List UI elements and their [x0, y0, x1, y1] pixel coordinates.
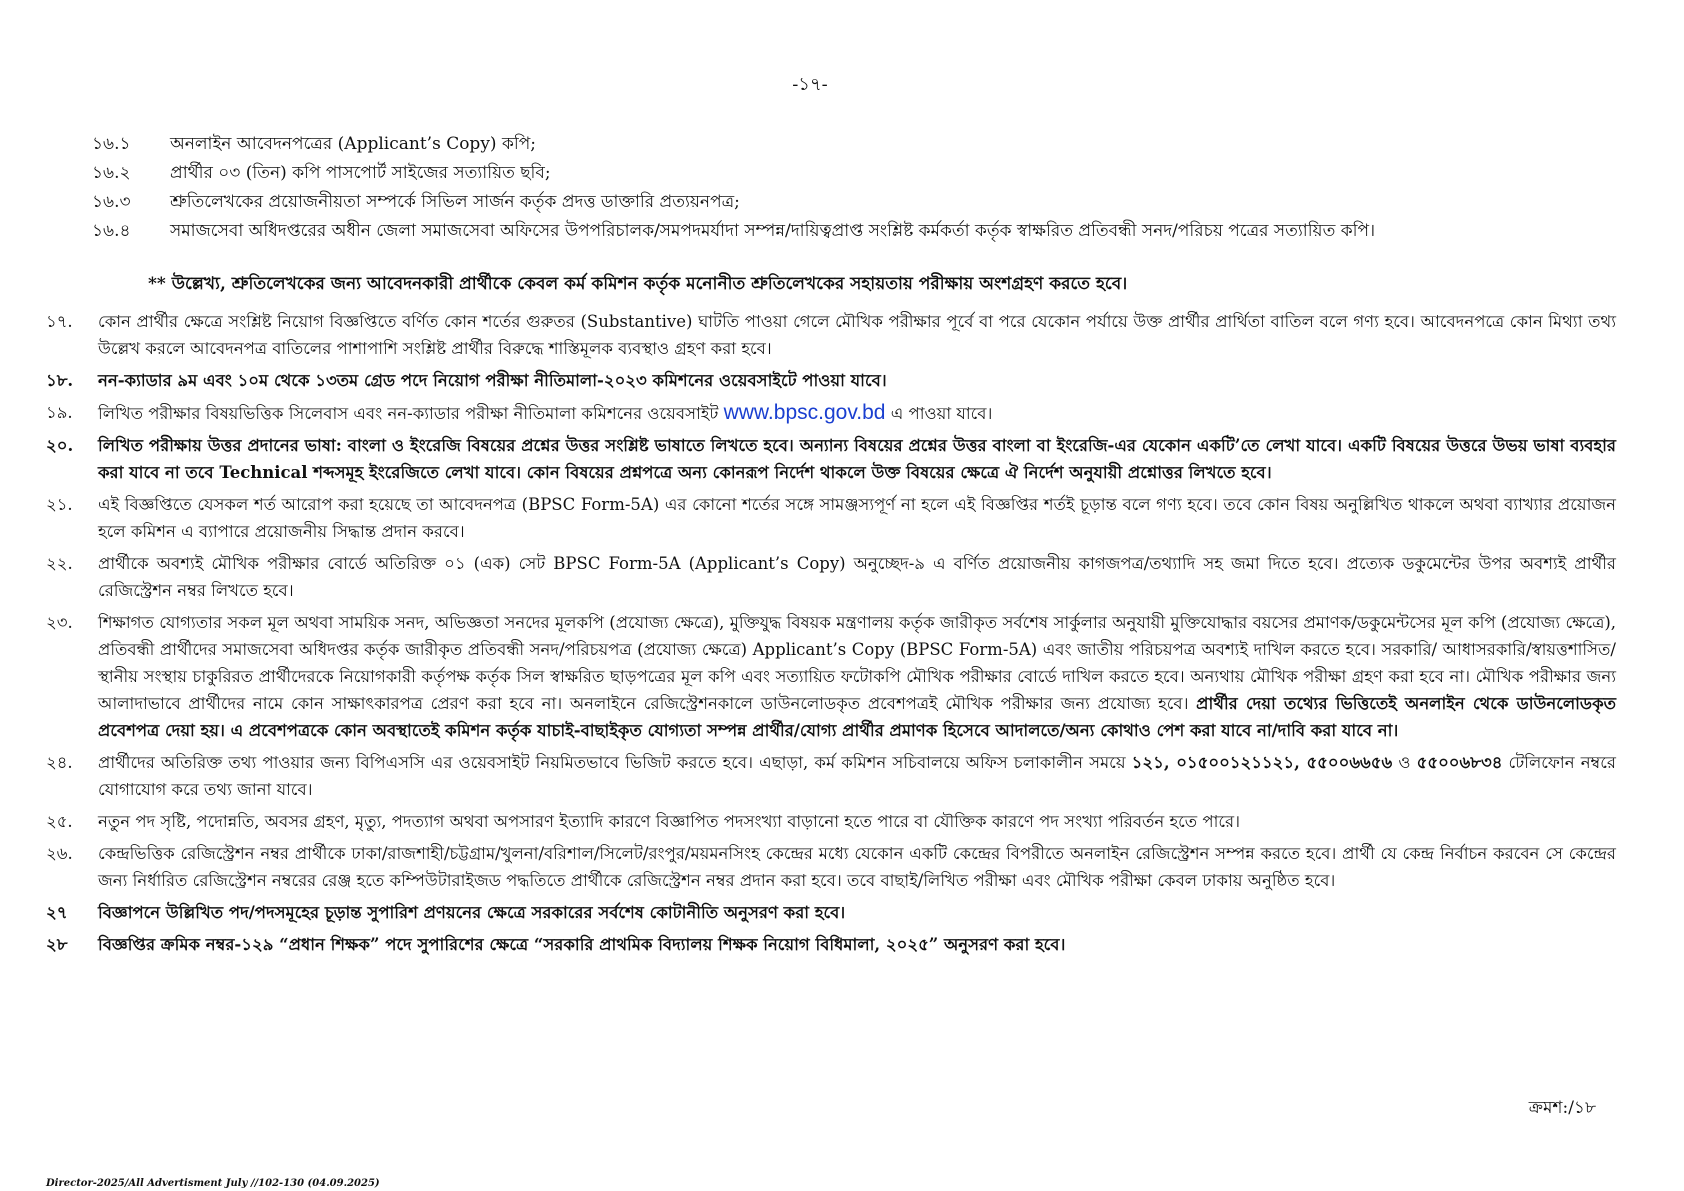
- sub-item-16-2: [92, 161, 1612, 185]
- scribe-note: ** উল্লেখ্য, শ্রুতিলেখকের জন্য আবেদনকারী প্রার্থীকে কেবল কর্ম কমিশন কর্তৃক মনোনীত শ্রুতিলেখকের সহায়তায় পরীক্ষায় অংশগ্রহণ করতে হবে।: [148, 274, 1128, 294]
- item-text: কোন প্রার্থীর ক্ষেত্রে সংশ্লিষ্ট নিয়োগ বিজ্ঞপ্তিতে বর্ণিত কোন শর্তের গুরুতর (Substantive) ঘাটতি পাওয়া গেলে মৌখিক পরীক্ষার পূর্বে বা পরে যেকোন পর্যায়ে উক্ত প্রার্থীর প্রার্থিতা বাতিল বলে গণ্য হবে। আবেদনপত্রে কোন মিথ্যা তথ্য উল্লেখ করলে আবেদনপত্র বাতিলের পাশাপাশি সংশ্লিষ্ট প্রার্থীর বিরুদ্ধে শাস্তিমূলক ব্যবস্থাও গ্রহণ করা হবে।: [98, 312, 1616, 358]
- item-text: প্রার্থীর ০৩ (তিন) কপি পাসপোর্ট সাইজের সত্যায়িত ছবি;: [170, 163, 551, 183]
- item-28: [46, 931, 1616, 958]
- item-text: নতুন পদ সৃষ্টি, পদোন্নতি, অবসর গ্রহণ, মৃত্যু, পদত্যাগ অথবা অপসারণ ইত্যাদি কারণে বিজ্ঞাপিত পদসংখ্যা বাড়ানো হতে পারে বা যৌক্তিক কারণে পদ সংখ্যা পরিবর্তন হতে পারে।: [98, 812, 1241, 831]
- item-text: [98, 609, 1616, 744]
- item-text: শ্রুতিলেখকের প্রয়োজনীয়তা সম্পর্কে সিভিল সার্জন কর্তৃক প্রদত্ত ডাক্তারি প্রত্যয়নপত্র;: [170, 192, 740, 212]
- main-list: [46, 308, 1616, 963]
- item-number: ২২.: [46, 554, 73, 573]
- item-text-bold: প্রার্থীর দেয়া তথ্যের ভিত্তিতেই অনলাইন থেকে ডাউনলোডকৃত প্রবেশপত্র দেয়া হয়। এ প্রবেশপত্রকে কোন অবস্থাতেই কমিশন কর্তৃক যাচাই-বাছাইকৃত যোগ্যতা সম্পন্ন প্রার্থীর/যোগ্য প্রার্থীর প্রমাণক হিসেবে আদালতে/অন্য কোথাও পেশ করা যাবে না/দাবি করা যাবে না।: [98, 694, 1616, 740]
- item-text: লিখিত পরীক্ষায় উত্তর প্রদানের ভাষা: বাংলা ও ইংরেজি বিষয়ের প্রশ্নের উত্তর সংশ্লিষ্ট ভাষাতে লিখতে হবে। অন্যান্য বিষয়ের প্রশ্নের উত্তর বাংলা বা ইংরেজি-এর যেকোন একটি’তে লেখা যাবে। একটি বিষয়ের উত্তরে উভয় ভাষা ব্যবহার করা যাবে না তবে Technical শব্দসমূহ ইংরেজিতে লেখা যাবে। কোন বিষয়ের প্রশ্নপত্রে অন্য কোনরূপ নির্দেশ থাকলে উক্ত বিষয়ের ক্ষেত্রে ঐ নির্দেশ অনুযায়ী প্রশ্নোত্তর লিখতে হবে।: [98, 436, 1616, 482]
- item-text-post: টেলিফোন নম্বরে যোগাযোগ করে তথ্য জানা যাবে।: [98, 753, 1616, 799]
- item-number: ১৮.: [46, 371, 74, 390]
- sub-list: [92, 132, 1612, 248]
- item-number: ১৬.৪: [92, 221, 131, 241]
- bpsc-website-link[interactable]: www.bpsc.gov.bd: [723, 401, 886, 424]
- item-text: প্রার্থীকে অবশ্যই মৌখিক পরীক্ষার বোর্ডে অতিরিক্ত ০১ (এক) সেট BPSC Form-5A (Applicant’s Copy) অনুচ্ছেদ-৯ এ বর্ণিত প্রয়োজনীয় কাগজপত্র/তথ্যাদি সহ জমা দিতে হবে। প্রত্যেক ডকুমেন্টের উপর অবশ্যই প্রার্থীর রেজিস্ট্রেশন নম্বর লিখতে হবে।: [98, 554, 1616, 600]
- item-21: [46, 491, 1616, 545]
- item-number: ১৬.১: [92, 134, 131, 154]
- item-text: [98, 749, 1616, 803]
- phone-number-last: ৫৫০০৬৮৩৪: [1416, 753, 1503, 772]
- item-23: [46, 609, 1616, 744]
- item-number: ২৪.: [46, 753, 73, 772]
- item-number: ২১.: [46, 495, 73, 514]
- sub-item-16-4: [92, 219, 1612, 243]
- item-26: [46, 840, 1616, 894]
- item-text: এই বিজ্ঞপ্তিতে যেসকল শর্ত আরোপ করা হয়েছে তা আবেদনপত্র (BPSC Form-5A) এর কোনো শর্তের সঙ্গে সামঞ্জস্যপূর্ণ না হলে এই বিজ্ঞপ্তির শর্তই চূড়ান্ত বলে গণ্য হবে। তবে কোন বিষয় অনুল্লিখিত থাকলে অথবা ব্যাখ্যার প্রয়োজন হলে কমিশন এ ব্যাপারে প্রয়োজনীয় সিদ্ধান্ত প্রদান করবে।: [98, 495, 1616, 541]
- item-text: সমাজসেবা অধিদপ্তরের অধীন জেলা সমাজসেবা অফিসের উপপরিচালক/সমপদমর্যাদা সম্পন্ন/দায়িত্বপ্রাপ্ত সংশ্লিষ্ট কর্মকর্তা কর্তৃক স্বাক্ষরিত প্রতিবন্ধী সনদ/পরিচয় পত্রের সত্যায়িত কপি।: [170, 221, 1376, 241]
- item-text: নন-ক্যাডার ৯ম এবং ১০ম থেকে ১৩তম গ্রেড পদে নিয়োগ পরীক্ষা নীতিমালা-২০২৩ কমিশনের ওয়েবসাইটে পাওয়া যাবে।: [98, 371, 887, 390]
- item-24: [46, 749, 1616, 803]
- item-17: [46, 308, 1616, 362]
- item-number: ২৮: [46, 935, 68, 954]
- phone-numbers: ১২১, ০১৫০০১২১১২১, ৫৫০০৬৬৫৬: [1131, 753, 1393, 772]
- item-19: [46, 399, 1616, 427]
- item-text: অনলাইন আবেদনপত্রের (Applicant’s Copy) কপি;: [170, 134, 536, 154]
- item-text-pre: প্রার্থীদের অতিরিক্ত তথ্য পাওয়ার জন্য বিপিএসসি এর ওয়েবসাইট নিয়মিতভাবে ভিজিট করতে হবে। এছাড়া, কর্ম কমিশন সচিবালয়ে অফিস চলাকালীন সময়ে: [98, 753, 1132, 772]
- item-22: [46, 550, 1616, 604]
- item-number: ১৭.: [46, 312, 73, 331]
- item-text-mid: ও: [1392, 753, 1417, 772]
- item-number: ২৭: [46, 903, 68, 922]
- item-number: ১৯.: [46, 403, 73, 422]
- item-20: [46, 432, 1616, 486]
- item-27: [46, 899, 1616, 926]
- item-text-regular: শিক্ষাগত যোগ্যতার সকল মূল অথবা সাময়িক সনদ, অভিজ্ঞতা সনদের মূলকপি (প্রযোজ্য ক্ষেত্রে), মুক্তিযুদ্ধ বিষয়ক মন্ত্রণালয় কর্তৃক জারীকৃত সর্বশেষ সার্কুলার অনুযায়ী মুক্তিযোদ্ধার বয়সের প্রমাণক/ডকুমেন্টসের মূল কপি (প্রযোজ্য ক্ষেত্রে), প্রতিবন্ধী প্রার্থীদের সমাজসেবা অধিদপ্তর কর্তৃক জারীকৃত প্রতিবন্ধী সনদ/পরিচয়পত্র (প্রযোজ্য ক্ষেত্রে) Applicant’s Copy (BPSC Form-5A) এবং জাতীয় পরিচয়পত্র অবশ্যই দাখিল করতে হবে। সরকারি/ আধাসরকারি/স্বায়ত্তশাসিত/স্থানীয় সংস্থায় চাকুরিরত প্রার্থীদেরকে নিয়োগকারী কর্তৃপক্ষ কর্তৃক সিল স্বাক্ষরিত ছাড়পত্রের মূল কপি এবং সত্যায়িত ফটোকপি মৌখিক পরীক্ষার বোর্ডে দাখিল করতে হবে। অন্যথায় মৌখিক পরীক্ষা গ্রহণ করা হবে না। মৌখিক পরীক্ষার জন্য আলাদাভাবে প্রার্থীদের নামে কোন সাক্ষাৎকারপত্র প্রেরণ করা হবে না। অনলাইনে রেজিস্ট্রেশনকালে ডাউনলোডকৃত প্রবেশপত্রই মৌখিক পরীক্ষার জন্য প্রযোজ্য হবে।: [98, 613, 1616, 713]
- item-text: কেন্দ্রভিত্তিক রেজিস্ট্রেশন নম্বর প্রার্থীকে ঢাকা/রাজশাহী/চট্টগ্রাম/খুলনা/বরিশাল/সিলেট/রংপুর/ময়মনসিংহ কেন্দ্রের মধ্যে যেকোন একটি কেন্দ্রের বিপরীতে অনলাইন রেজিস্ট্রেশন সম্পন্ন করতে হবে। প্রার্থী যে কেন্দ্র নির্বাচন করবেন সে কেন্দ্রের জন্য নির্ধারিত রেজিস্ট্রেশন নম্বরের রেঞ্জ হতে কম্পিউটারাইজড পদ্ধতিতে প্রার্থীকে রেজিস্ট্রেশন নম্বর প্রদান করা হবে। তবে বাছাই/লিখিত পরীক্ষা এবং মৌখিক পরীক্ষা কেবল ঢাকায় অনুষ্ঠিত হবে।: [98, 844, 1616, 890]
- item-text: বিজ্ঞাপনে উল্লিখিত পদ/পদসমূহের চূড়ান্ত সুপারিশ প্রণয়নের ক্ষেত্রে সরকারের সর্বশেষ কোটানীতি অনুসরণ করা হবে।: [98, 903, 846, 922]
- document-footer: Director-2025/All Advertisment July //102-130 (04.09.2025): [46, 1178, 380, 1189]
- item-18: [46, 367, 1616, 394]
- item-text-pre: লিখিত পরীক্ষার বিষয়ভিত্তিক সিলেবাস এবং নন-ক্যাডার পরীক্ষা নীতিমালা কমিশনের ওয়েবসাইট: [98, 404, 724, 423]
- continued-marker: ক্রমশ:/১৮: [1528, 1098, 1596, 1118]
- page-number: -১৭-: [792, 74, 828, 95]
- item-number: ২৬.: [46, 844, 73, 863]
- item-text: বিজ্ঞপ্তির ক্রমিক নম্বর-১২৯ “প্রধান শিক্ষক” পদে সুপারিশের ক্ষেত্রে “সরকারি প্রাথমিক বিদ্যালয় শিক্ষক নিয়োগ বিধিমালা, ২০২৫” অনুসরণ করা হবে।: [98, 935, 1066, 954]
- item-number: ২০.: [46, 436, 74, 455]
- item-number: ২৩.: [46, 613, 73, 632]
- item-number: ২৫.: [46, 812, 73, 831]
- item-number: ১৬.৩: [92, 192, 131, 212]
- sub-item-16-1: [92, 132, 1612, 156]
- item-25: [46, 808, 1616, 835]
- sub-item-16-3: [92, 190, 1612, 214]
- item-text-post: এ পাওয়া যাবে।: [885, 404, 993, 423]
- item-text: [98, 399, 1616, 427]
- item-number: ১৬.২: [92, 163, 131, 183]
